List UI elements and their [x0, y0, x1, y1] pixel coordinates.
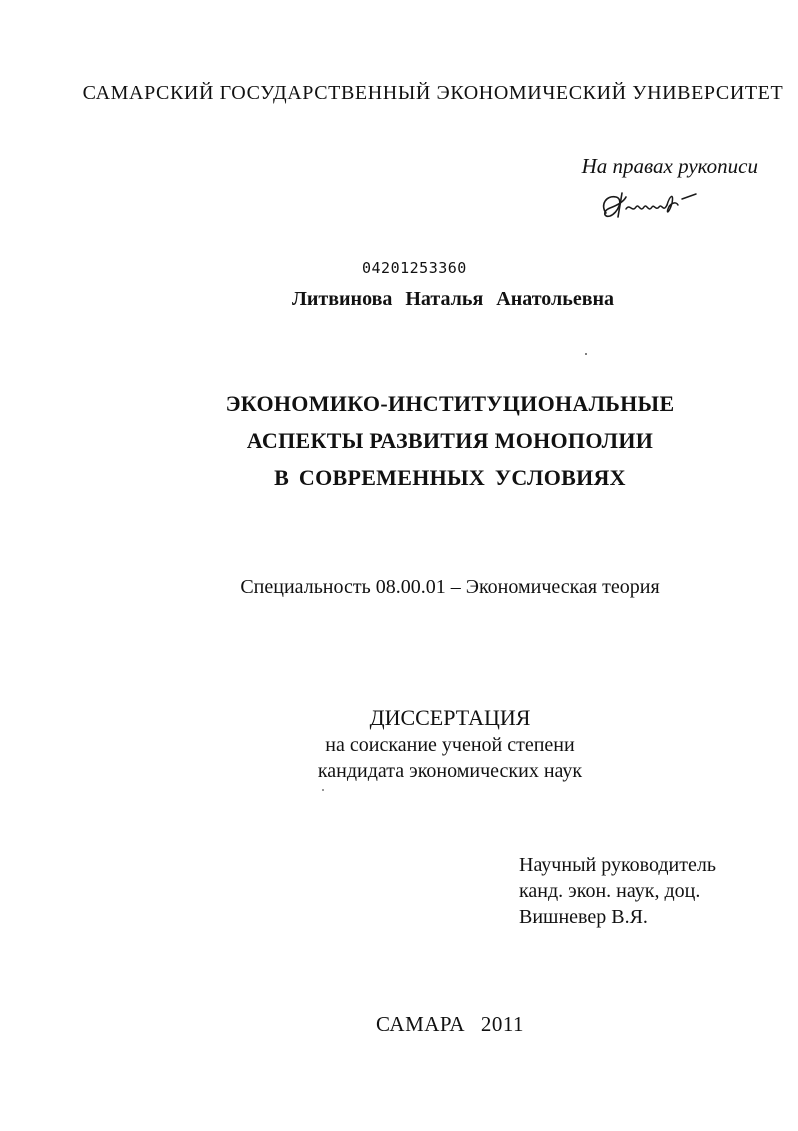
document-id: 04201253360	[362, 259, 467, 277]
title-line-1: ЭКОНОМИКО-ИНСТИТУЦИОНАЛЬНЫЕ	[225, 391, 675, 416]
title-line-2: АСПЕКТЫ РАЗВИТИЯ МОНОПОЛИИ	[246, 428, 654, 453]
scan-speck	[322, 789, 324, 791]
advisor-role: Научный руководитель	[519, 854, 716, 876]
advisor-degree: канд. экон. наук, доц.	[519, 880, 701, 902]
title-line-3: В СОВРЕМЕННЫХ УСЛОВИЯХ	[274, 465, 626, 490]
signature-icon	[596, 183, 706, 228]
manuscript-note: На правах рукописи	[581, 154, 758, 178]
dissertation-line-2: кандидата экономических наук	[317, 760, 583, 782]
specialty: Специальность 08.00.01 – Экономическая теория	[240, 576, 660, 598]
city-year: САМАРА 2011	[375, 1012, 525, 1036]
author-name: Литвинова Наталья Анатольевна	[291, 288, 615, 310]
dissertation-line-1: на соискание ученой степени	[325, 734, 575, 756]
advisor-name: Вишневер В.Я.	[519, 906, 648, 928]
dissertation-title: ДИССЕРТАЦИЯ	[369, 705, 531, 730]
scan-speck	[585, 353, 587, 355]
university-name: САМАРСКИЙ ГОСУДАРСТВЕННЫЙ ЭКОНОМИЧЕСКИЙ УНИВЕРСИТЕТ	[82, 82, 784, 104]
